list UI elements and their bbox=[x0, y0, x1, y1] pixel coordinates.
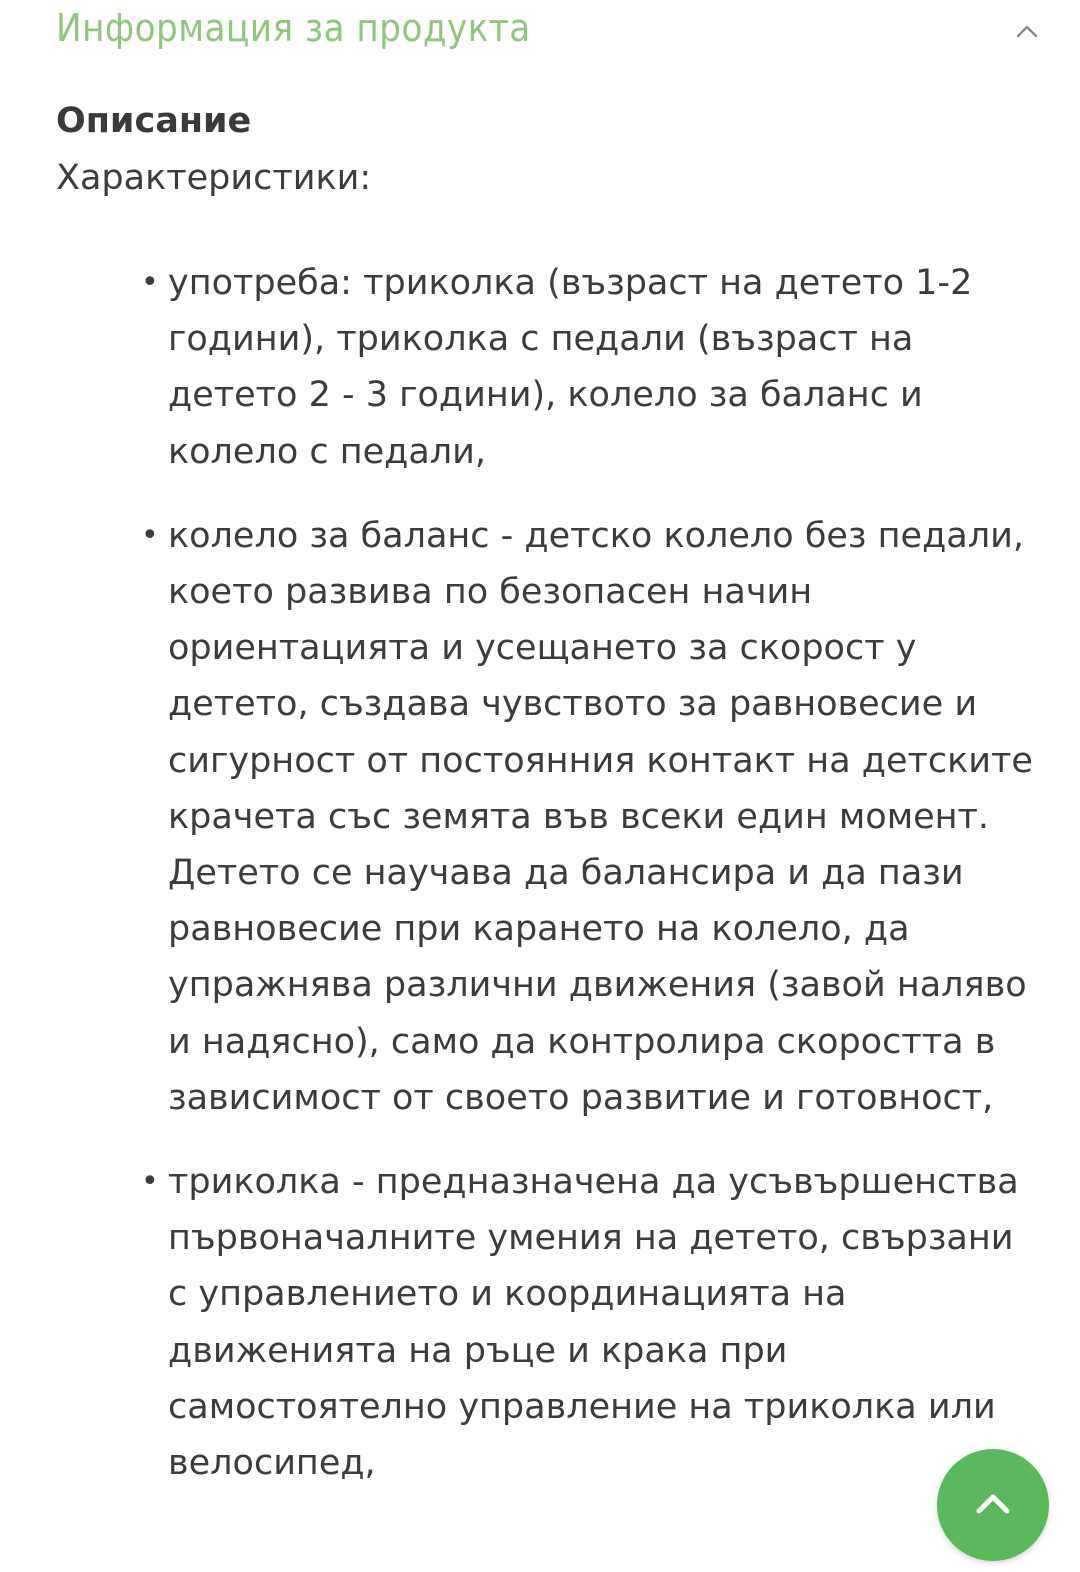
list-item-text: колело за баланс - детско колело без педали, което развива по безопасен начин ориентацията и усещането за скорост у детето, създава чувството за равновесие и сигурност от постоянния контакт на детските крачета със земята във всеки един момент. Детето се научава да балансира и да пази равновесие при карането на колело, да упражнява различни движения (завой наляво и надясно), само да контролира скоростта в зависимост от своето развитие и готовност, bbox=[168, 515, 1033, 1118]
bullet-icon: • bbox=[141, 265, 159, 300]
product-info-accordion-header[interactable] bbox=[56, 4, 1046, 56]
list-item bbox=[141, 508, 1038, 1126]
bullet-icon: • bbox=[141, 517, 159, 553]
list-item-text: триколка - предназначена да усъвършенства първоначалните умения на детето, свързани с управлението и координацията на движенията на ръце и крака при самостоятелно управление на триколка или велосипед, bbox=[168, 1162, 1019, 1484]
chevron-up-icon[interactable] bbox=[1014, 18, 1040, 44]
features-list bbox=[141, 255, 1038, 1519]
features-label: Характеристики: bbox=[56, 158, 372, 198]
scroll-to-top-button[interactable] bbox=[937, 1449, 1049, 1561]
chevron-up-icon bbox=[975, 1489, 1011, 1517]
section-title: Информация за продукта bbox=[56, 6, 531, 50]
list-item bbox=[141, 255, 1038, 480]
list-item-text: употреба: триколка (възраст на детето 1-2 години), триколка с педали (възраст на детето 2 - 3 години), колело за баланс и колело с педали, bbox=[168, 263, 973, 472]
bullet-icon: • bbox=[141, 1164, 159, 1200]
list-item bbox=[141, 1154, 1038, 1491]
description-heading: Описание bbox=[56, 101, 252, 141]
